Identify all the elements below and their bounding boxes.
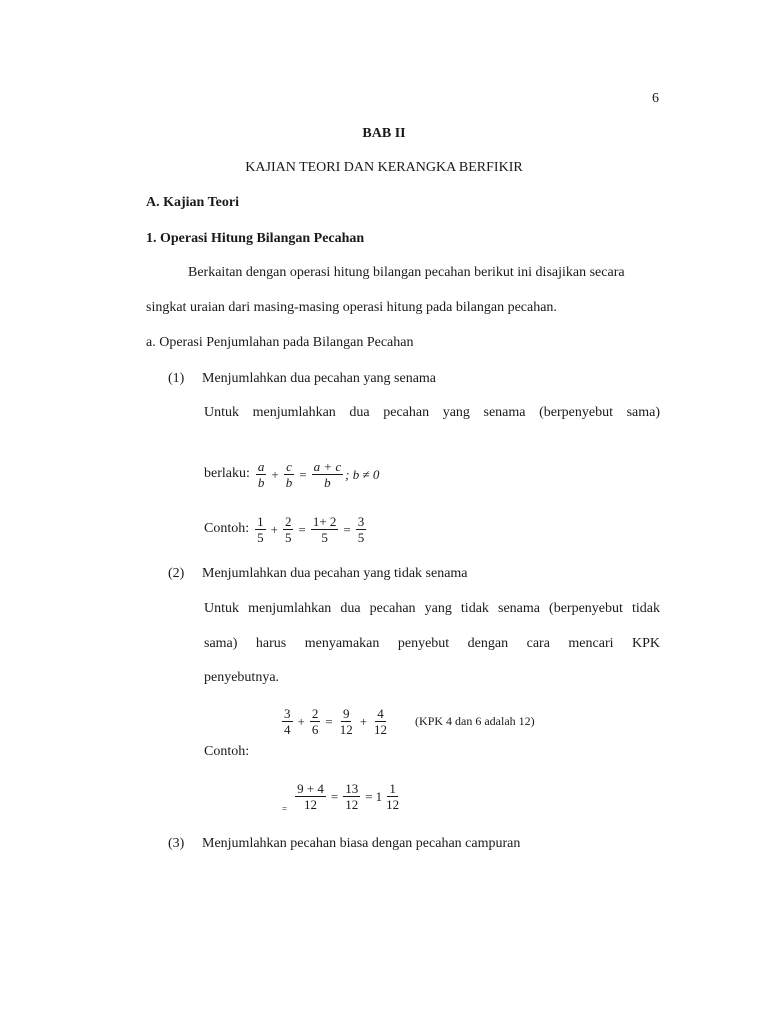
rule-condition: ; b ≠ 0 xyxy=(345,466,380,482)
chapter-heading: BAB II xyxy=(362,126,406,141)
item-2-text-line-1: Untuk menjumlahkan dua pecahan yang tidak senama (berpenyebut tidak xyxy=(204,601,660,616)
addition-rule-formula: berlaku: $\frac{a}{b}$ + $\frac{c}{b}$ = $\frac{a + c}{b}$ ; b ≠ 0 xyxy=(204,458,380,490)
item-1-number: (1) xyxy=(168,371,185,386)
leading-equals: = xyxy=(282,804,288,814)
section-heading-a: A. Kajian Teori xyxy=(146,195,239,210)
example-2-label: Contoh: xyxy=(204,744,250,759)
intro-paragraph-line-2: singkat uraian dari masing-masing operasi hitung pada bilangan pecahan. xyxy=(146,300,557,315)
item-2-number: (2) xyxy=(168,566,185,581)
fraction: $\frac{2}{5}$ xyxy=(284,513,292,545)
item-3-title: Menjumlahkan pecahan biasa dengan pecahan campuran xyxy=(202,836,521,851)
fraction: $\frac{4}{12}$ xyxy=(374,705,388,737)
rule-label: berlaku: xyxy=(204,466,250,481)
fraction: $\frac{9}{12}$ xyxy=(339,705,353,737)
fraction: $\frac{2}{6}$ xyxy=(311,705,319,737)
fraction: $\frac{3}{4}$ xyxy=(284,705,291,737)
fraction: $\frac{c}{b}$ xyxy=(285,458,293,490)
list-item-a: a. Operasi Penjumlahan pada Bilangan Pecahan xyxy=(146,335,414,350)
example-1-formula: Contoh: $\frac{1}{5}$ + $\frac{2}{5}$ = $\frac{1+ 2}{5}$ = $\frac{3}{5}$ xyxy=(204,513,365,545)
kpk-note: (KPK 4 dan 6 adalah 12) xyxy=(415,714,535,728)
example-2-formula-step-1: $\frac{3}{4}$ + $\frac{2}{6}$ = $\frac{9}{12}$ + $\frac{4}{12}$ (KPK 4 dan 6 adalah 12) xyxy=(284,705,535,737)
item-1-text: Untuk menjumlahkan dua pecahan yang senama (berpenyebut sama) xyxy=(204,405,660,420)
chapter-title: KAJIAN TEORI DAN KERANGKA BERFIKIR xyxy=(245,160,523,175)
item-3-number: (3) xyxy=(168,836,185,851)
intro-paragraph-line-1: Berkaitan dengan operasi hitung bilangan pecahan berikut ini disajikan secara xyxy=(188,265,625,280)
fraction: $\frac{1}{12}$ xyxy=(386,780,400,812)
item-2-title: Menjumlahkan dua pecahan yang tidak senama xyxy=(202,566,468,581)
fraction: $\frac{9 + 4}{12}$ xyxy=(297,780,324,812)
fraction: $\frac{1+ 2}{5}$ xyxy=(312,513,337,545)
example-label: Contoh: xyxy=(204,521,250,536)
subsection-heading-1: 1. Operasi Hitung Bilangan Pecahan xyxy=(146,231,365,246)
fraction: $\frac{3}{5}$ xyxy=(357,513,365,545)
fraction: $\frac{1}{5}$ xyxy=(257,513,264,545)
page-number: 6 xyxy=(652,91,659,106)
fraction: $\frac{a}{b}$ xyxy=(257,458,265,490)
fraction: $\frac{a + c}{b}$ xyxy=(313,458,342,490)
fraction: $\frac{13}{12}$ xyxy=(345,780,359,812)
item-2-text-line-2: sama) harus menyamakan penyebut dengan cara mencari KPK xyxy=(204,636,660,651)
item-1-title: Menjumlahkan dua pecahan yang senama xyxy=(202,371,437,386)
example-2-formula-step-2: = $\frac{9 + 4}{12}$ = $\frac{13}{12}$ = 1 $\frac{1}{12}$ xyxy=(282,780,400,814)
item-2-text-line-3: penyebutnya. xyxy=(204,670,280,685)
mixed-number-whole: 1 xyxy=(375,788,383,804)
